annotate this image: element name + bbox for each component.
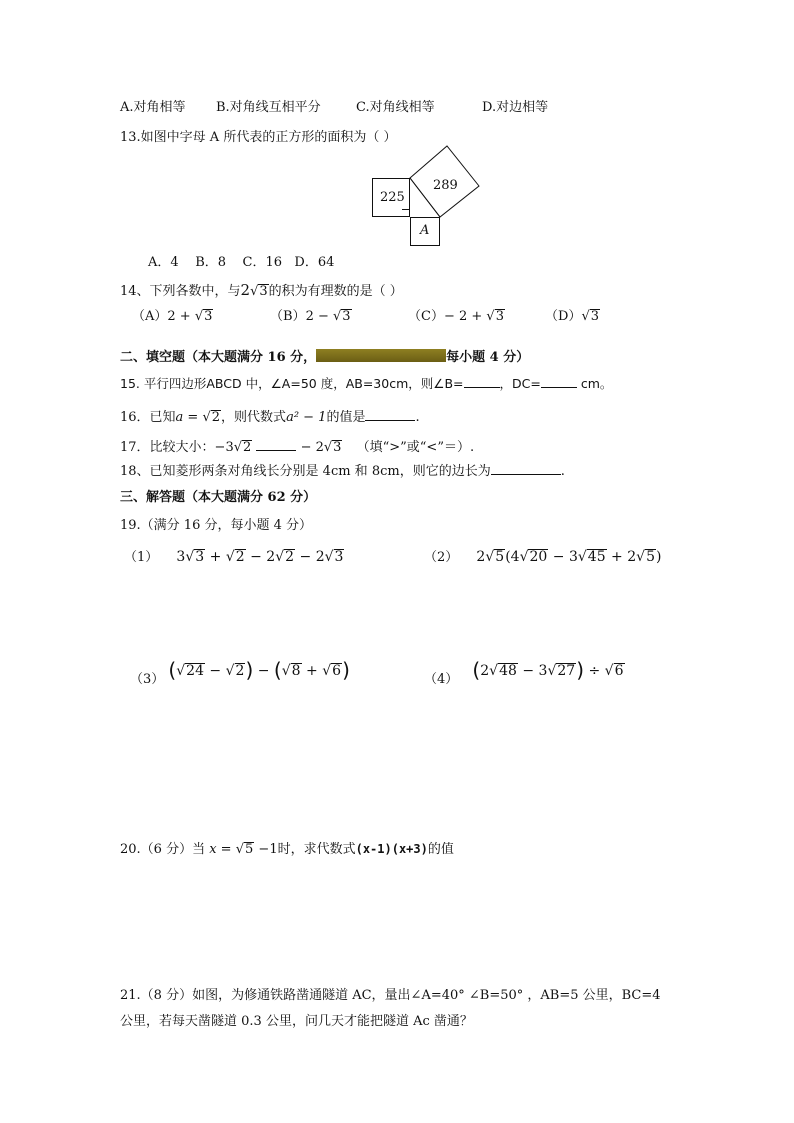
- q18: [120, 460, 565, 479]
- q19-p3-label: （3）: [130, 672, 165, 687]
- q19-p1-expr: 3√3 + √2 − 2√2 − 2√3: [176, 549, 344, 565]
- section2-title-post: 每小题 4 分）: [446, 350, 530, 365]
- q12-option-a: A.对角相等: [120, 100, 186, 115]
- q15-blank-b[interactable]: [464, 375, 500, 388]
- sqrt-icon: √: [581, 309, 590, 324]
- q20-post: 时，求代数式: [277, 842, 356, 857]
- q15-blank-dc[interactable]: [541, 375, 577, 388]
- label-289: 289: [433, 178, 458, 193]
- q20-end: 的值: [427, 842, 454, 857]
- q18-end: .: [560, 464, 565, 479]
- q14-stem-coef: 2: [240, 281, 251, 299]
- q17: [120, 436, 474, 455]
- q14-stem: [120, 280, 403, 299]
- sqrt-icon: √: [333, 309, 342, 324]
- q14-option-a-label: （A）: [132, 309, 168, 324]
- q14-option-c-label: （C）: [408, 309, 444, 324]
- q16-var: a =: [175, 410, 203, 425]
- q19-p2-label: （2）: [424, 550, 459, 565]
- section2-title-pre: 二、填空题（本大题满分 16 分，: [120, 350, 317, 365]
- square-289: [360, 140, 500, 250]
- q17-pre: 17．比较大小：: [120, 440, 215, 455]
- redaction-block: [316, 349, 446, 362]
- q16-end: .: [415, 410, 420, 425]
- q16-rad: 2: [211, 410, 221, 425]
- section2-title: [120, 346, 529, 365]
- q20-x: x =: [209, 842, 236, 857]
- q14-option-d: [545, 305, 600, 324]
- q16-mid: ，则代数式: [221, 410, 287, 425]
- q19-part3: [130, 658, 350, 687]
- sqrt-icon: √: [202, 410, 211, 425]
- q16: [120, 406, 420, 425]
- sqrt-icon: √: [235, 842, 245, 857]
- q20-rad: 5: [245, 842, 254, 857]
- q17-a-coef: −3: [214, 440, 234, 455]
- q21-line2: 公里，若每天凿隧道 0.3 公里，问几天才能把隧道 Ac 凿通？: [120, 1014, 473, 1029]
- q14-option-b-rad: 3: [342, 309, 351, 324]
- q16-pre: 16．已知: [120, 410, 176, 425]
- q19-part1: [124, 546, 344, 565]
- q15-post: cm。: [576, 376, 613, 391]
- q14-option-d-label: （D）: [545, 309, 582, 324]
- q19-p2-expr: 2√5(4√20 − 3√45 + 2√5): [476, 549, 662, 565]
- q14-option-a-rad: 3: [204, 309, 213, 324]
- q16-blank[interactable]: [365, 408, 415, 421]
- q17-a-rad: 2: [243, 440, 252, 455]
- sqrt-icon: √: [233, 440, 243, 455]
- q19-p3-expr: (√24 − √2) − (√8 + √6): [168, 658, 350, 682]
- q14-option-b: [270, 305, 352, 324]
- q21-line1: 21.（8 分）如图，为修通铁路凿通隧道 AC，量出∠A=40° ∠B=50° ，AB=5 公里，BC=4: [120, 988, 661, 1003]
- q20-pre: 20.（6 分）当: [120, 842, 206, 857]
- q12-option-c: C.对角线相等: [356, 100, 435, 115]
- q14-stem-rad: 3: [259, 284, 268, 299]
- q15: [120, 374, 612, 392]
- label-a: A: [420, 223, 430, 238]
- q19-p1-label: （1）: [124, 550, 159, 565]
- q14-option-b-pre: 2 −: [305, 309, 333, 324]
- q19-part4: [424, 658, 625, 687]
- q19-p4-label: （4）: [424, 672, 459, 687]
- q14-stem-pre: 14、下列各数中，与: [120, 284, 241, 299]
- q14-option-d-rad: 3: [590, 309, 600, 324]
- section3-title: 三、解答题（本大题满分 62 分）: [120, 490, 317, 505]
- q16-post: 的值是: [326, 410, 366, 425]
- q15-pre: 15. 平行四边形ABCD 中，∠A=50 度，AB=30cm，则∠B=: [120, 376, 464, 391]
- q14-option-c-pre: − 2 +: [443, 309, 487, 324]
- q12-option-d: D.对边相等: [482, 100, 549, 115]
- q12-option-b: B.对角线互相平分: [216, 100, 321, 115]
- sqrt-icon: √: [323, 440, 333, 455]
- q14-option-b-label: （B）: [270, 309, 306, 324]
- q14-option-a: [132, 305, 213, 324]
- q19-part2: [424, 546, 661, 565]
- sqrt-icon: √: [486, 309, 495, 324]
- q20: [120, 838, 454, 857]
- q13-figure: [360, 140, 500, 250]
- q18-blank[interactable]: [491, 462, 561, 475]
- q17-post: （填“>”或“<”＝）.: [356, 440, 475, 455]
- q19-p4-expr: (2√48 − 3√27) ÷ √6: [472, 658, 624, 682]
- q17-b-rad: 3: [333, 440, 342, 455]
- q14-option-c: [408, 305, 505, 324]
- q14-option-a-pre: 2 +: [167, 309, 195, 324]
- q14-option-c-rad: 3: [495, 309, 504, 324]
- label-225: 225: [380, 190, 405, 205]
- sqrt-icon: √: [250, 284, 259, 299]
- q13-stem: 13.如图中字母 A 所代表的正方形的面积为（ ）: [120, 130, 397, 145]
- q14-stem-post: 的积为有理数的是（ ）: [268, 284, 403, 299]
- q19-stem: 19.（满分 16 分，每小题 4 分）: [120, 518, 313, 533]
- q16-expr: a² − 1: [286, 410, 327, 425]
- q18-pre: 18、已知菱形两条对角线长分别是 4cm 和 8cm，则它的边长为: [120, 464, 491, 479]
- q15-mid: ，DC=: [499, 376, 541, 391]
- q20-expr: (x-1)(x+3): [355, 842, 428, 856]
- sqrt-icon: √: [194, 309, 204, 324]
- q13-options: A．4 B．8 C．16 D．64: [148, 255, 335, 270]
- q20-minus: −1: [254, 842, 278, 857]
- q17-blank[interactable]: [256, 438, 296, 451]
- q17-b-coef: − 2: [300, 440, 324, 455]
